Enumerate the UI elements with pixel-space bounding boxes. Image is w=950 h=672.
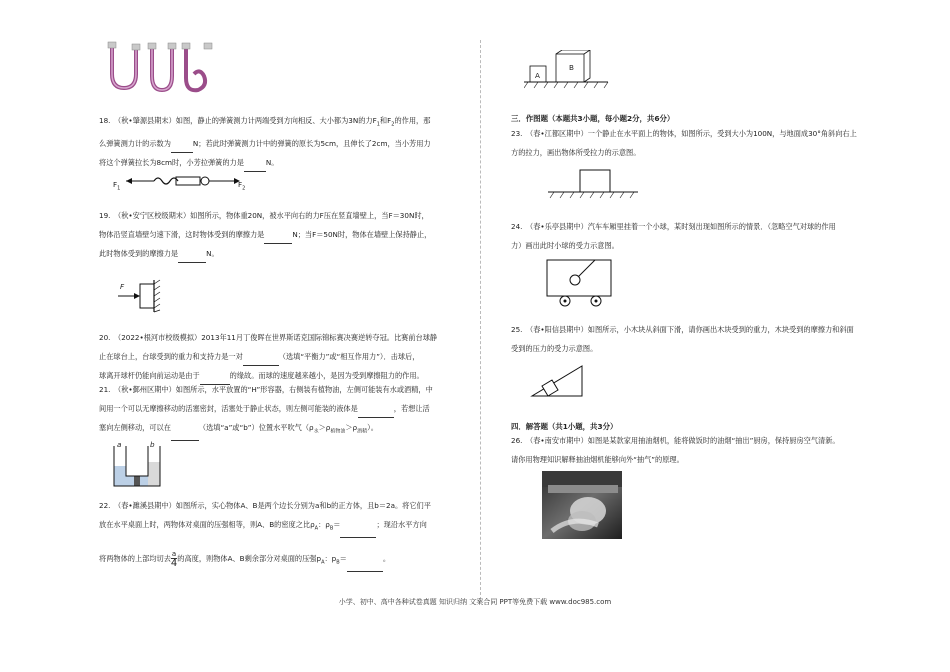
- label-b: b: [150, 440, 155, 449]
- section-3-heading: 三．作图题（本题共3小题，每小题2分，共6分）: [511, 114, 675, 123]
- incline-block-figure: [530, 364, 586, 398]
- answer-blank[interactable]: [243, 356, 279, 366]
- u-tube-figure: [98, 40, 218, 96]
- answer-blank[interactable]: [358, 408, 394, 418]
- block-a-label: A: [535, 71, 540, 80]
- answer-blank[interactable]: [244, 162, 266, 172]
- force-label-f: F: [120, 282, 125, 291]
- question-21: 21. （秋•鄞州区期中）如图所示，水平放置的“H”形容器，右侧装有植物油，左侧可能装有水或酒精，中 间用一个可以无摩擦移动的活塞密封，活塞处于静止状态，则左侧可能装的液体是 ，若想让活 塞向左侧移动，可以在 （选填“a”或“b”）位置水平吹气$(\rho_水>\rho_{植物油}>\rho_{酒精})$。: [99, 380, 433, 441]
- force-label-f1: $F_1$: [113, 180, 121, 192]
- car-pendulum-figure: [545, 258, 617, 308]
- force-label-f2: $F_2$: [238, 180, 246, 192]
- label-a: a: [117, 440, 122, 449]
- question-25: 25. （春•阳信县期中）如图所示，小木块从斜面下滑，请你画出木块受到的重力，木块受到的摩擦力和斜面 受到的压力的受力示意图。: [511, 325, 854, 353]
- spring-scale-figure: [112, 172, 252, 192]
- answer-blank[interactable]: [178, 253, 206, 263]
- block-on-ground-figure: [548, 168, 640, 200]
- question-18: 18. （秋•肇源县期末）如图，静止的弹簧测力计两端受到方向相反、大小都为3N的力$F_1$和$F_2$的作用，那 么弹簧测力计的示数为 N；若此时弹簧测力计中的弹簧的原长为5cm，且伸长了2cm，当小芳用力 将这个弹簧拉长为8cm时，小芳拉弹簧的力是 N。: [99, 111, 431, 172]
- range-hood-photo: [542, 471, 622, 539]
- column-divider: [480, 40, 481, 600]
- question-22: 22. （春•濉溪县期中）如图所示，实心物体A、B是两个边长分别为a和b的正方体，且b＝2a。将它们平 放在水平桌面上时，两物体对桌面的压强相等，则A、B的密度之比$\rho_A$：$\rho_B=$ ；现沿水平方向: [99, 496, 431, 538]
- block-b-label: B: [569, 63, 574, 72]
- section-4-heading: 四．解答题（共1小题，共3分）: [511, 422, 618, 431]
- answer-blank[interactable]: [347, 562, 383, 572]
- question-20: 20. （2022•根河市校级模拟）2013年11月丁俊晖在世界斯诺克国际锦标赛决赛逆转夺冠。比赛前台球静 止在球台上，台球受到的重力和支持力是一对 （选填“平衡力”或“相互作用力”）．击球后， 球离开球杆仍能向前运动是由于 的缘故。而球的速度越来越小，是因为受到摩擦阻力的作用。: [99, 328, 437, 385]
- page-footer: 小学、初中、高中各种试卷真题 知识归纳 文案合同 PPT等免费下载 www.doc985.com: [338, 598, 612, 606]
- answer-blank[interactable]: [171, 431, 199, 441]
- wall-block-figure: [116, 276, 176, 316]
- answer-blank[interactable]: [171, 143, 193, 153]
- answer-blank[interactable]: [340, 528, 376, 538]
- question-24: 24. （春•乐亭县期中）汽车车厢里挂着一个小球，某时刻出现如图所示的情景．（忽略空气对球的作用 力）画出此时小球的受力示意图。: [511, 222, 836, 250]
- question-26: 26. （春•南安市期中）如图是某款家用抽油烟机，能将做饭时的油烟“抽出”厨房，保持厨房空气清新。 请你用物理知识解释抽油烟机能够向外“抽气”的原理。: [511, 436, 840, 464]
- fraction-a-over-4: $\frac{a}{4}$: [170, 549, 178, 569]
- question-23: 23. （春•江都区期中）一个静止在水平面上的物体，如图所示，受到大小为100N，与地面成30°角斜向右上 方的拉力，画出物体所受拉力的示意图。: [511, 129, 857, 157]
- question-19: 19. （秋•安宁区校级期末）如图所示，物体重20N，被水平向右的力F压在竖直墙壁上，当F＝30N时， 物体沿竖直墙壁匀速下滑，这时物体受到的摩擦力是 N；当F＝50N时，物体在墙壁上保持静止， 此时物体受到的摩擦力是 N。: [99, 206, 431, 263]
- question-22-line3: 将两物体的上部均切去 $\frac{a}{4}$ 的高度，则物体A、B剩余部分对桌面的压强$p_A$：$p_B=$ 。: [99, 549, 390, 572]
- answer-blank[interactable]: [264, 234, 292, 244]
